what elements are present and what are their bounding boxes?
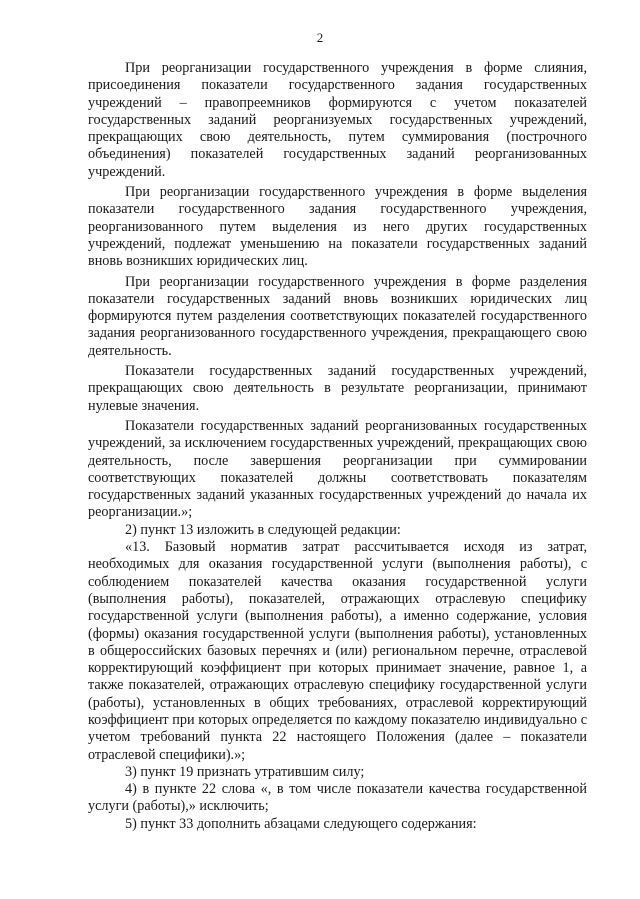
- paragraph-item-2: 2) пункт 13 изложить в следующей редакции:: [125, 521, 401, 538]
- paragraph-merger-reorganization: При реорганизации государственного учреждения в форме слияния, присоединения показатели государственного задания государственных учреждений – правопреемников формируются с учетом показателей государственных заданий реорганизуемых государственных учреждений, прекращающих свою деятельность, путем суммирования (построчного объединения) показателей государственных заданий реорганизованных учреждений.: [88, 60, 587, 180]
- paragraph-clause-13: «13. Базовый норматив затрат рассчитывается исходя из затрат, необходимых для оказания государственной услуги (выполнения работы), с соблюдением показателей качества оказания государственной услуги (выполнения работы), показателей, отражающих отраслевую специфику государственной услуги (выполнения работы), а именно содержание, условия (формы) оказания государственной услуги (выполнения работы), установленных в общероссийских базовых перечнях и (или) региональном перечне, отраслевой корректирующий коэффициент при которых принимает значение, равное 1, а также показателей, отражающих отраслевую специфику государственной услуги (работы), установленных в общих требованиях, отраслевой корректирующий коэффициент при которых определяется по каждому показателю индивидуально с учетом требований пункта 22 настоящего Положения (далее – показатели отраслевой специфики).»;: [88, 539, 587, 763]
- paragraph-spin-off-reorganization: При реорганизации государственного учреждения в форме выделения показатели государственного задания государственного учреждения, реорганизованного путем выделения из него других государственных учреждений, подлежат уменьшению на показатели государственных заданий вновь возникших юридических лиц.: [88, 184, 587, 270]
- paragraph-item-4: 4) в пункте 22 слова «, в том числе показатели качества государственной услуги (работы),» исключить;: [88, 781, 587, 815]
- page-number: 2: [316, 30, 324, 45]
- paragraph-division-reorganization: При реорганизации государственного учреждения в форме разделения показатели государственных заданий вновь возникших юридических лиц формируются путем разделения соответствующих показателей государственного задания реорганизованного государственного учреждения, прекращающего свою деятельность.: [88, 273, 587, 359]
- paragraph-item-3: 3) пункт 19 признать утратившим силу;: [125, 763, 365, 780]
- paragraph-zero-values: Показатели государственных заданий государственных учреждений, прекращающих свою деятельность в результате реорганизации, принимают нулевые значения.: [88, 363, 587, 414]
- document-body: [88, 60, 587, 833]
- paragraph-summation-requirement: Показатели государственных заданий реорганизованных государственных учреждений, за исключением государственных учреждений, прекращающих свою деятельность, после завершения реорганизации при суммировании соответствующих показателей должны соответствовать показателям государственных заданий указанных государственных учреждений до начала их реорганизации.»;: [88, 417, 587, 521]
- paragraph-item-5: 5) пункт 33 дополнить абзацами следующего содержания:: [125, 815, 477, 832]
